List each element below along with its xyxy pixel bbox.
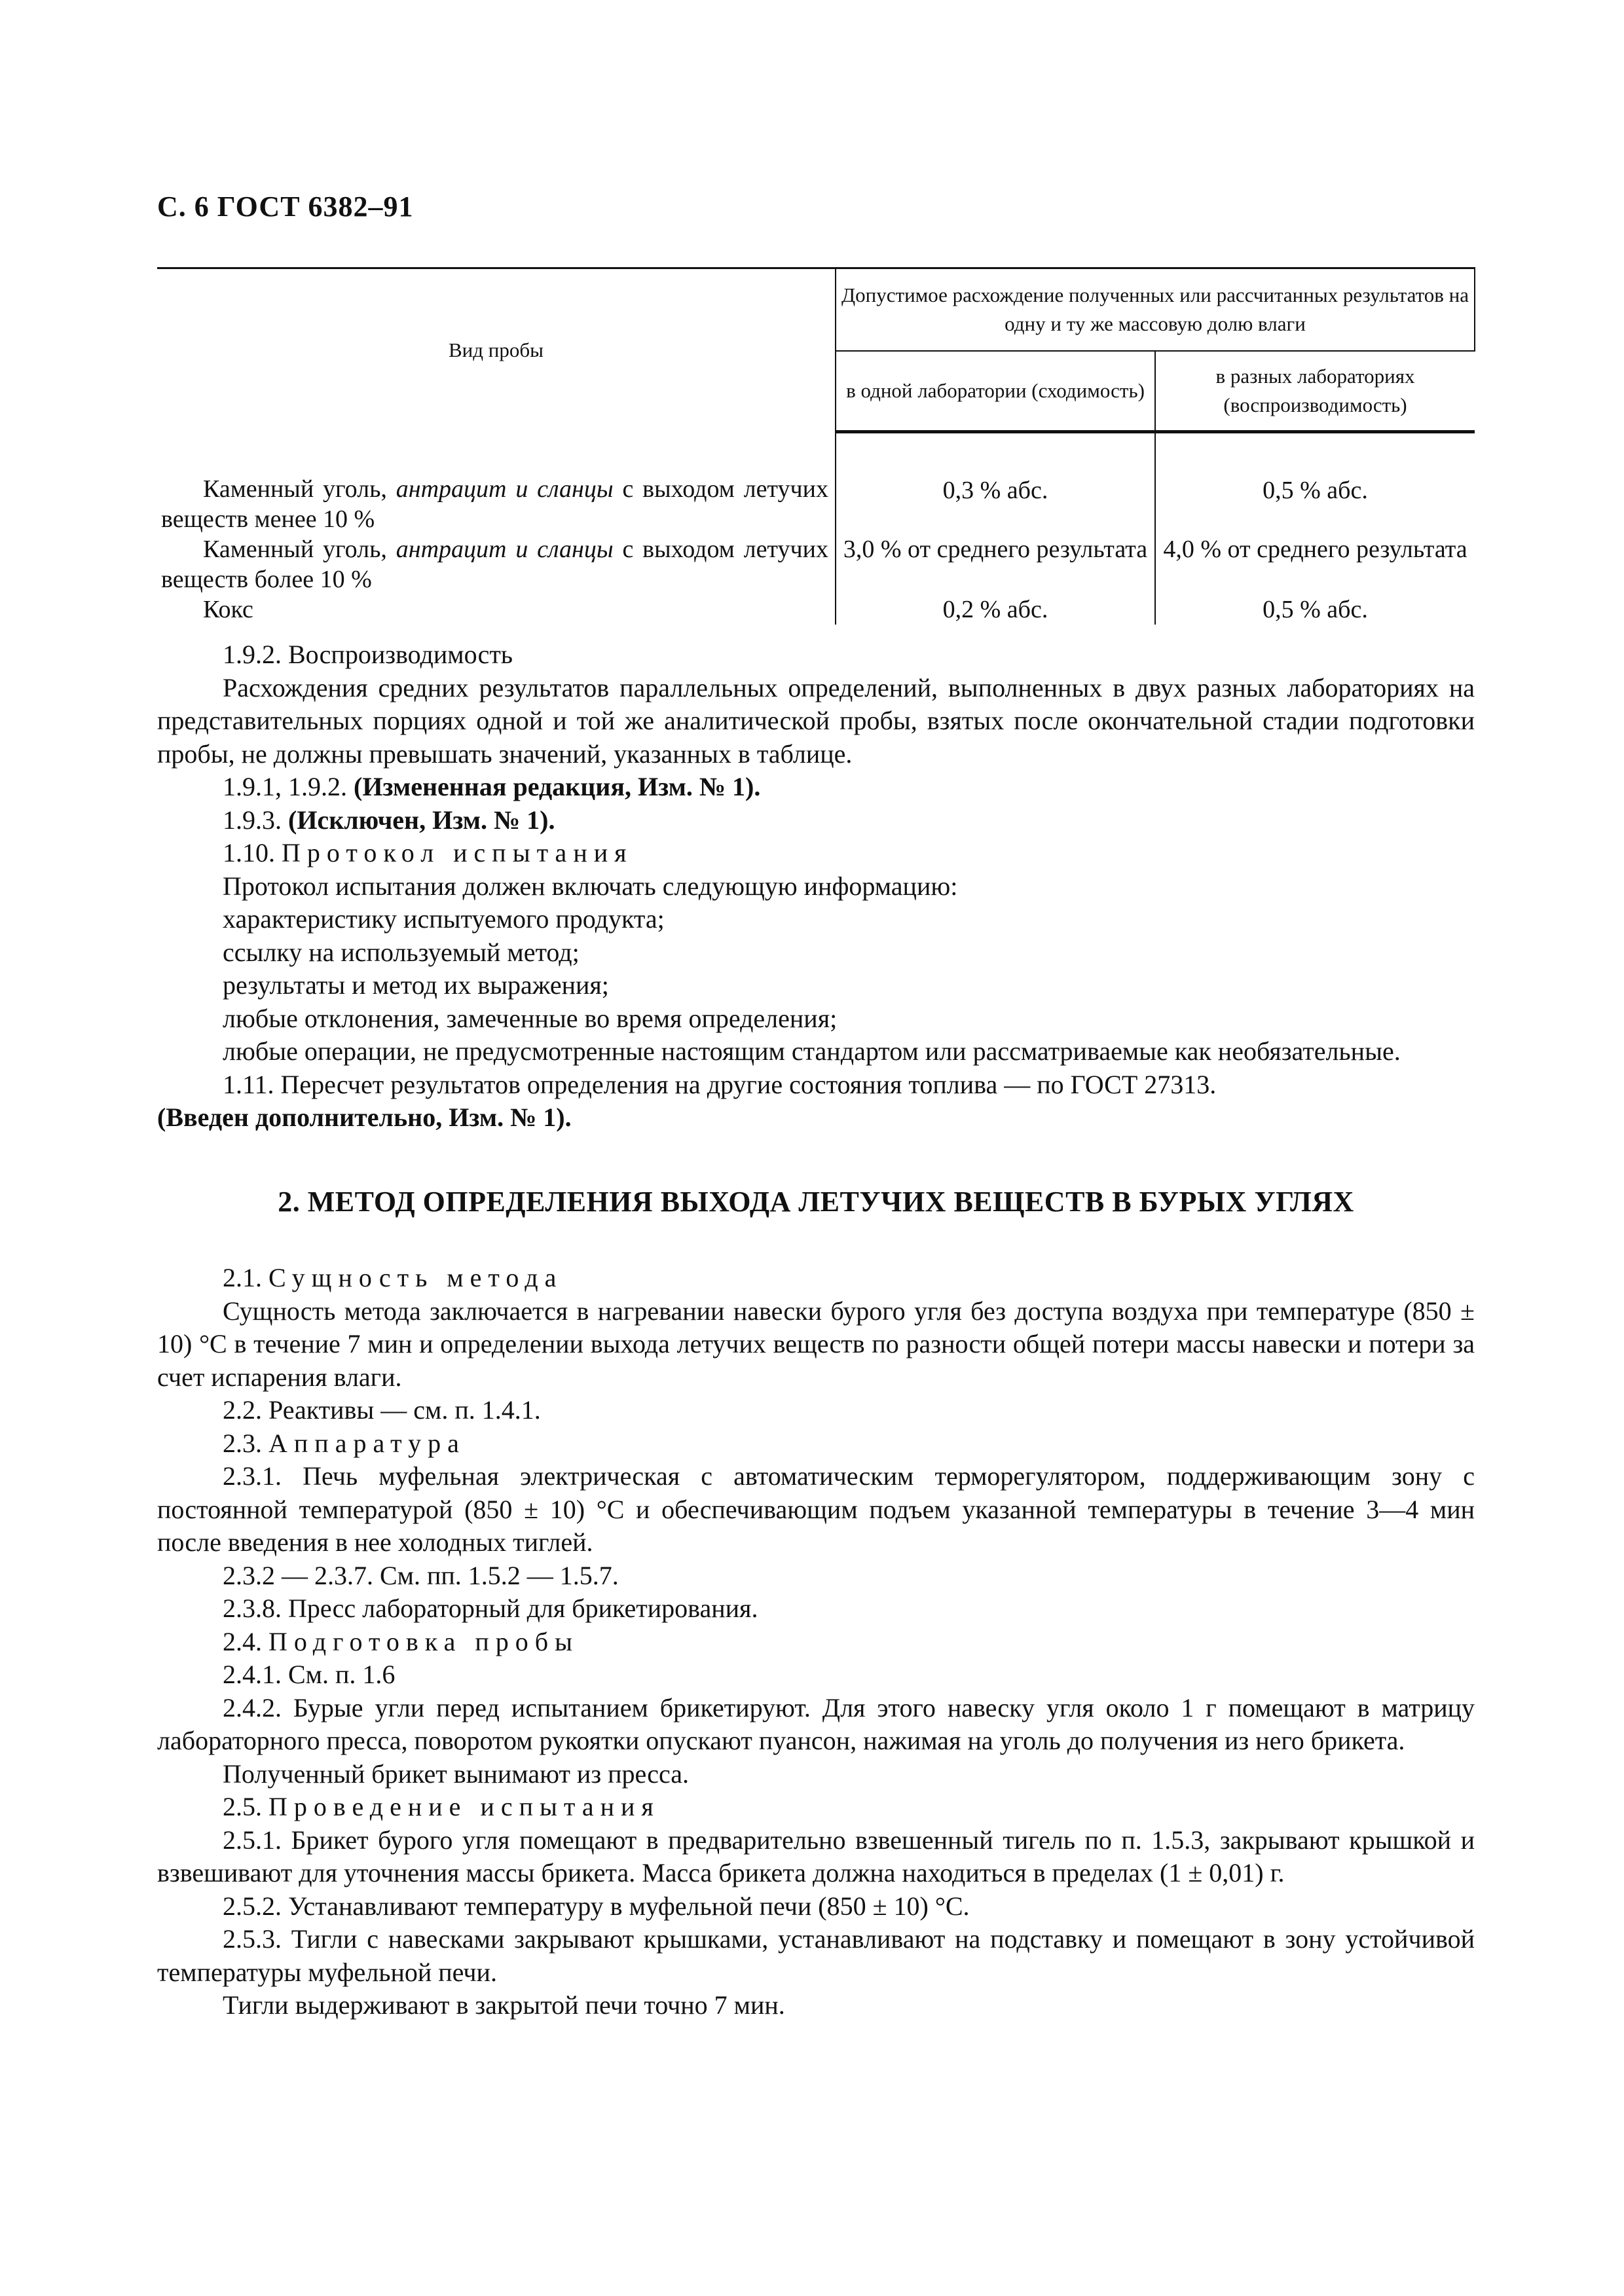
list-item: любые отклонения, замеченные во время определения;: [223, 1003, 838, 1033]
paragraph-1-10-heading: 1.10. Протокол испытания: [223, 838, 633, 867]
table-cell-category: Кокс: [157, 594, 836, 625]
paragraph-1-9-3-amendment: 1.9.3. (Исключен, Изм. № 1).: [223, 805, 555, 835]
paragraph-2-1-heading: 2.1. Сущность метода: [223, 1263, 563, 1292]
paragraph-2-3-8: 2.3.8. Пресс лабораторный для брикетирования.: [223, 1594, 758, 1623]
paragraph-2-4-1: 2.4.1. См. п. 1.6: [223, 1660, 396, 1689]
table-row: [157, 432, 1475, 534]
section-2-title: 2. МЕТОД ОПРЕДЕЛЕНИЯ ВЫХОДА ЛЕТУЧИХ ВЕЩЕСТВ В БУРЫХ УГЛЯХ: [278, 1185, 1354, 1218]
paragraph-1-9-1-amendment: 1.9.1, 1.9.2. (Измененная редакция, Изм. № 1).: [223, 772, 761, 801]
tolerance-table: [157, 267, 1475, 625]
paragraph-1-10-intro: Протокол испытания должен включать следующую информацию:: [223, 871, 958, 901]
paragraph-2-5-3: 2.5.3. Тигли с навесками закрывают крышками, устанавливают на подставку и помещают в зону устойчивой температуры муфельной печи.: [157, 1924, 1475, 1987]
paragraph-2-3-heading: 2.3. Аппаратура: [223, 1428, 466, 1458]
paragraph-2-5-2: 2.5.2. Устанавливают температуру в муфельной печи (850 ± 10) °С.: [223, 1891, 970, 1921]
paragraph-1-9-2-body: Расхождения средних результатов параллельных определений, выполненных в двух разных лабораториях на представительных порциях одной и той же аналитической пробы, взятых после окончательной стадии подготовки пробы, не должны превышать значений, указанных в таблице.: [157, 672, 1475, 769]
list-item: ссылку на используемый метод;: [223, 937, 580, 967]
paragraph-2-2: 2.2. Реактивы — см. п. 1.4.1.: [223, 1395, 541, 1425]
paragraph-1-9-2-heading: 1.9.2. Воспроизводимость: [223, 640, 513, 669]
list-item: любые операции, не предусмотренные настоящим стандартом или рассматриваемые как необязательные.: [223, 1036, 1401, 1066]
paragraph-2-4-2b: Полученный брикет вынимают из пресса.: [223, 1758, 690, 1789]
paragraph-2-3-1: 2.3.1. Печь муфельная электрическая с автоматическим терморегулятором, поддерживающим зону с постоянной температурой (850 ± 10) °С и обеспечивающим подъем указанной температуры в течение 3—4 мин после введения в нее холодных тиглей.: [157, 1461, 1475, 1557]
list-item: характеристику испытуемого продукта;: [223, 904, 665, 934]
table-cell-category: Каменный уголь, антрацит и сланцы с выходом летучих веществ менее 10 %: [157, 432, 836, 534]
table-cell-diff-labs: 4,0 % от среднего результата: [1163, 535, 1467, 563]
paragraph-1-11: 1.11. Пересчет результатов определения на другие состояния топлива — по ГОСТ 27313.: [223, 1069, 1217, 1099]
page-header: С. 6 ГОСТ 6382–91: [157, 191, 414, 223]
table-row: [157, 534, 1475, 594]
table-row: [157, 594, 1475, 625]
paragraph-1-11-amendment: (Введен дополнительно, Изм. № 1).: [157, 1102, 572, 1132]
paragraph-2-5-1: 2.5.1. Брикет бурого угля помещают в предварительно взвешенный тигель по п. 1.5.3, закрывают крышкой и взвешивают для уточнения массы брикета. Масса брикета должна находиться в пределах (1 ± 0,01) г.: [157, 1825, 1475, 1887]
table-header-category: Вид пробы: [157, 268, 836, 432]
paragraph-2-4-2: 2.4.2. Бурые угли перед испытанием брикетируют. Для этого навеску угля около 1 г помещают в матрицу лабораторного пресса, поворотом рукоятки опускают пуансон, нажимая на уголь до получения из него брикета.: [157, 1692, 1475, 1755]
table-cell-same-lab: 3,0 % от среднего результата: [836, 534, 1155, 594]
paragraph-2-3-2: 2.3.2 — 2.3.7. См. пп. 1.5.2 — 1.5.7.: [223, 1560, 619, 1590]
paragraph-2-5-heading: 2.5. Проведение испытания: [223, 1792, 660, 1821]
table-header-diff-labs: в разных лабораториях (воспроизводимость): [1155, 351, 1475, 432]
table-cell-diff-labs: 0,5 % абс.: [1263, 595, 1368, 623]
table-cell-category: Каменный уголь, антрацит и сланцы с выходом летучих веществ более 10 %: [157, 534, 836, 594]
paragraph-2-4-heading: 2.4. Подготовка пробы: [223, 1626, 580, 1656]
table-header-same-lab: в одной лаборатории (сходимость): [836, 351, 1155, 432]
table-cell-same-lab: 0,2 % абс.: [836, 594, 1155, 625]
paragraph-2-1-body: Сущность метода заключается в нагревании навески бурого угля без доступа воздуха при температуре (850 ± 10) °С в течение 7 мин и определении выхода летучих веществ по разности общей потери массы навески и потери за счет испарения влаги.: [157, 1296, 1475, 1392]
list-item: результаты и метод их выражения;: [223, 970, 609, 1000]
document-body: [157, 638, 1475, 2022]
paragraph-2-5-3b: Тигли выдерживают в закрытой печи точно 7 мин.: [223, 1990, 785, 2020]
table-header-group: Допустимое расхождение полученных или рассчитанных результатов на одну и ту же массовую долю влаги: [836, 268, 1475, 352]
table-cell-same-lab: 0,3 % абс.: [836, 432, 1155, 534]
table-cell-diff-labs: 0,5 % абс.: [1263, 477, 1368, 504]
